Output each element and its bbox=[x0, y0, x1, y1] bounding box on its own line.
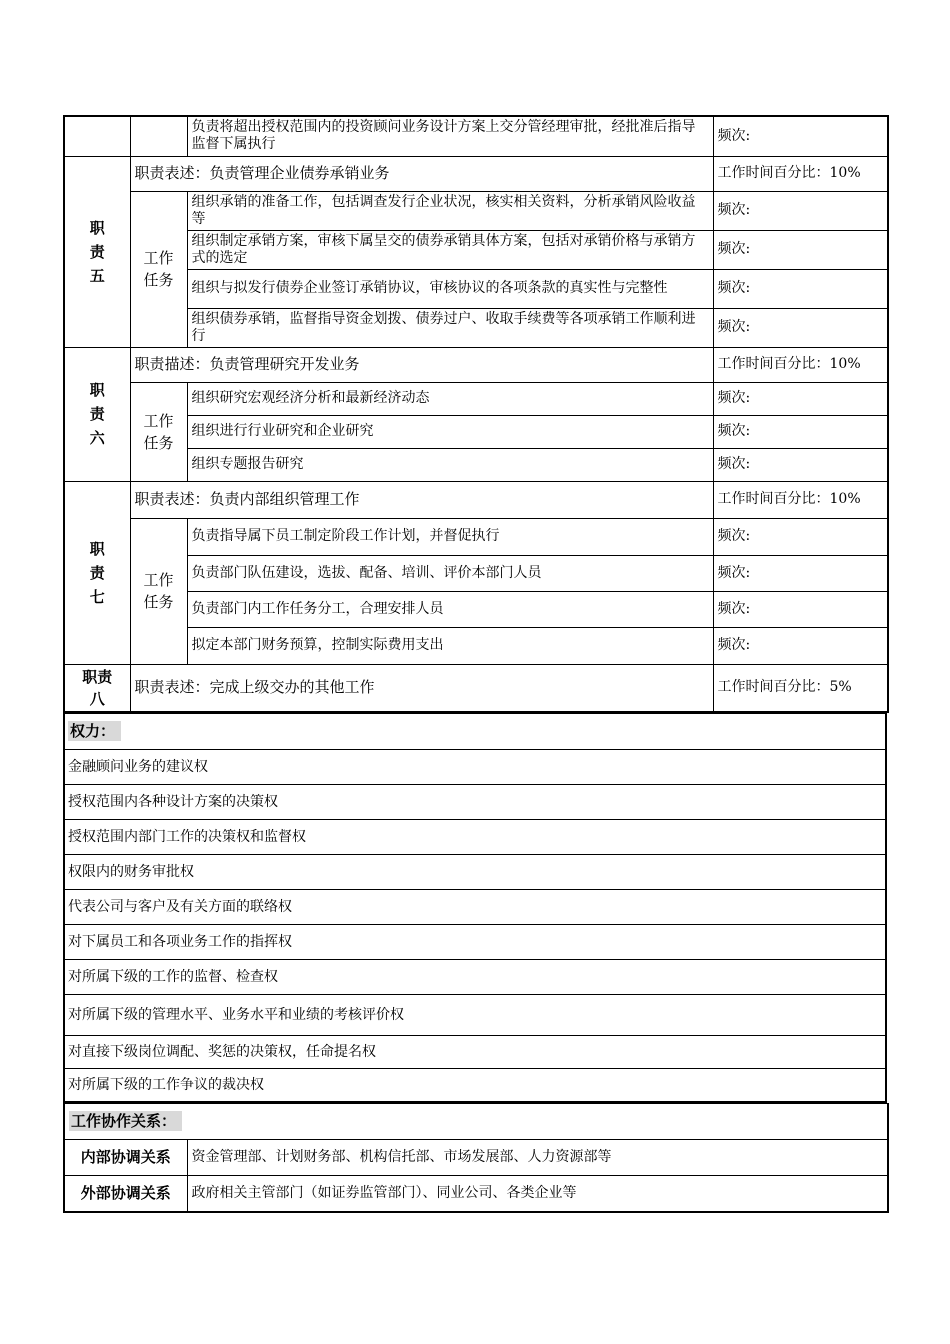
relations-table bbox=[63, 1103, 889, 1213]
task-text: 组织债券承销，监督指导资金划拨、债券过户、收取手续费等各项承销工作顺利进行 bbox=[187, 308, 713, 347]
duty-row-continuation bbox=[64, 116, 888, 156]
frequency-cell: 频次: bbox=[713, 191, 888, 230]
powers-heading-cell bbox=[64, 714, 886, 750]
external-relations-value: 政府相关主管部门（如证券监管部门）、同业公司、各类企业等 bbox=[187, 1176, 888, 1212]
power-item: 授权范围内各种设计方案的决策权 bbox=[64, 785, 886, 820]
task-text: 组织承销的准备工作，包括调查发行企业状况，核实相关资料，分析承销风险收益等 bbox=[187, 191, 713, 230]
powers-heading: 权力： bbox=[68, 721, 121, 741]
task-text: 拟定本部门财务预算，控制实际费用支出 bbox=[187, 627, 713, 664]
power-item: 权限内的财务审批权 bbox=[64, 855, 886, 890]
task-row bbox=[64, 448, 888, 481]
task-row bbox=[64, 308, 888, 347]
relations-heading-cell bbox=[64, 1104, 888, 1140]
frequency-cell: 频次: bbox=[713, 448, 888, 481]
duty-row-desc bbox=[64, 156, 888, 191]
task-row bbox=[64, 230, 888, 269]
frequency-cell: 频次: bbox=[713, 116, 888, 156]
internal-relations-value: 资金管理部、计划财务部、机构信托部、市场发展部、人力资源部等 bbox=[187, 1140, 888, 1176]
duty-label-7: 职责七 bbox=[64, 481, 130, 664]
duty-label-8: 职责八 bbox=[64, 664, 130, 712]
time-percentage: 工作时间百分比：10% bbox=[713, 156, 888, 191]
task-text: 组织与拟发行债券企业签订承销协议，审核协议的各项条款的真实性与完整性 bbox=[187, 269, 713, 308]
task-text: 组织进行行业研究和企业研究 bbox=[187, 415, 713, 448]
frequency-cell: 频次: bbox=[713, 382, 888, 415]
power-item: 代表公司与客户及有关方面的联络权 bbox=[64, 890, 886, 925]
power-item: 对所属下级的管理水平、业务水平和业绩的考核评价权 bbox=[64, 995, 886, 1036]
task-row bbox=[64, 591, 888, 627]
duties-table bbox=[63, 115, 889, 713]
frequency-cell: 频次: bbox=[713, 308, 888, 347]
duty-desc: 职责表述：负责内部组织管理工作 bbox=[130, 481, 713, 518]
task-row bbox=[64, 269, 888, 308]
powers-table bbox=[63, 713, 887, 1103]
internal-relations-label: 内部协调关系 bbox=[64, 1140, 187, 1176]
duty-desc: 职责表述：完成上级交办的其他工作 bbox=[130, 664, 713, 712]
external-relations-label: 外部协调关系 bbox=[64, 1176, 187, 1212]
power-item: 对所属下级的工作争议的裁决权 bbox=[64, 1069, 886, 1103]
duty-label-6: 职责六 bbox=[64, 347, 130, 481]
task-label-empty bbox=[130, 116, 187, 156]
duty-label-empty bbox=[64, 116, 130, 156]
duty-row-desc bbox=[64, 347, 888, 382]
frequency-cell: 频次: bbox=[713, 230, 888, 269]
time-percentage: 工作时间百分比：10% bbox=[713, 481, 888, 518]
task-text: 负责部门内工作任务分工，合理安排人员 bbox=[187, 591, 713, 627]
frequency-cell: 频次: bbox=[713, 415, 888, 448]
power-item: 授权范围内部门工作的决策权和监督权 bbox=[64, 820, 886, 855]
task-text: 组织制定承销方案，审核下属呈交的债券承销具体方案，包括对承销价格与承销方式的选定 bbox=[187, 230, 713, 269]
power-item: 对下属员工和各项业务工作的指挥权 bbox=[64, 925, 886, 960]
frequency-cell: 频次: bbox=[713, 627, 888, 664]
frequency-cell: 频次: bbox=[713, 591, 888, 627]
task-label: 工作任务 bbox=[130, 518, 187, 664]
task-row bbox=[64, 191, 888, 230]
task-label: 工作任务 bbox=[130, 382, 187, 481]
task-text: 负责将超出授权范围内的投资顾问业务设计方案上交分管经理审批，经批准后指导监督下属执行 bbox=[187, 116, 713, 156]
duty-label-5: 职责五 bbox=[64, 156, 130, 347]
task-row bbox=[64, 555, 888, 591]
task-text: 组织专题报告研究 bbox=[187, 448, 713, 481]
power-item: 金融顾问业务的建议权 bbox=[64, 750, 886, 785]
task-text: 组织研究宏观经济分析和最新经济动态 bbox=[187, 382, 713, 415]
time-percentage: 工作时间百分比：10% bbox=[713, 347, 888, 382]
duty-row-desc bbox=[64, 481, 888, 518]
duty-desc: 职责描述：负责管理研究开发业务 bbox=[130, 347, 713, 382]
power-item: 对所属下级的工作的监督、检查权 bbox=[64, 960, 886, 995]
frequency-cell: 频次: bbox=[713, 555, 888, 591]
frequency-cell: 频次: bbox=[713, 518, 888, 555]
frequency-cell: 频次: bbox=[713, 269, 888, 308]
task-row bbox=[64, 627, 888, 664]
time-percentage: 工作时间百分比：5% bbox=[713, 664, 888, 712]
job-description-page bbox=[63, 115, 887, 1213]
duty-desc: 职责表述：负责管理企业债券承销业务 bbox=[130, 156, 713, 191]
task-row bbox=[64, 518, 888, 555]
task-text: 负责部门队伍建设，选拔、配备、培训、评价本部门人员 bbox=[187, 555, 713, 591]
power-item: 对直接下级岗位调配、奖惩的决策权，任命提名权 bbox=[64, 1036, 886, 1069]
duty-row-desc bbox=[64, 664, 888, 712]
task-label: 工作任务 bbox=[130, 191, 187, 347]
relations-heading: 工作协作关系： bbox=[69, 1111, 182, 1131]
task-text: 负责指导属下员工制定阶段工作计划，并督促执行 bbox=[187, 518, 713, 555]
task-row bbox=[64, 415, 888, 448]
task-row bbox=[64, 382, 888, 415]
